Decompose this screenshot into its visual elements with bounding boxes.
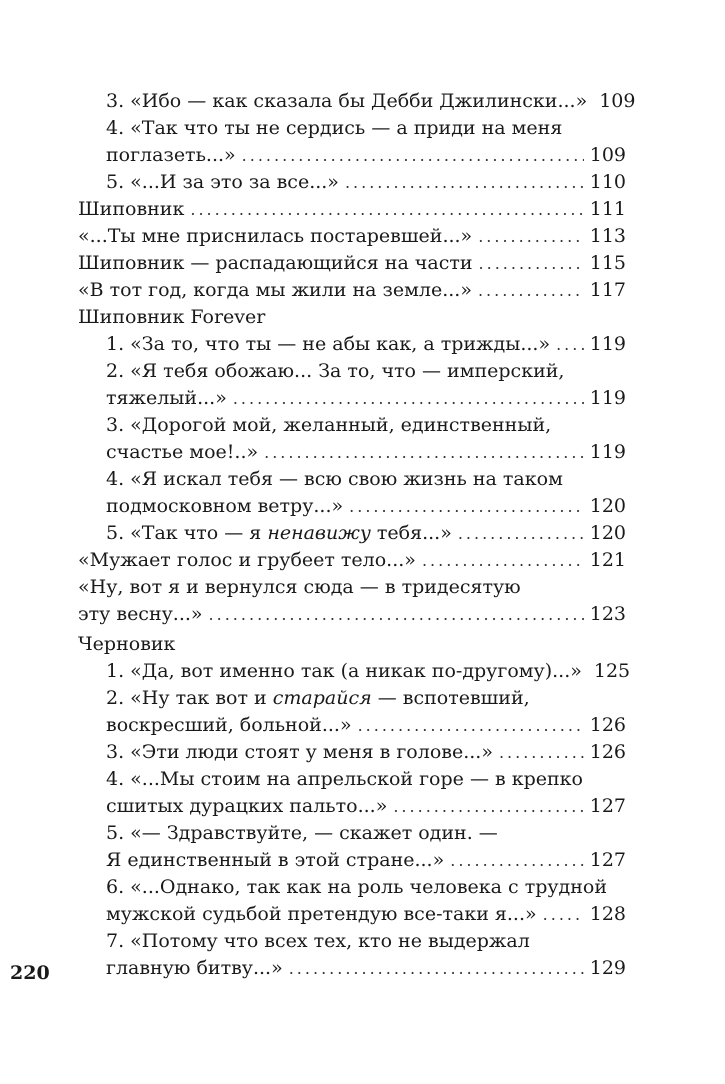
entry-title-part: тебя...»: [370, 522, 452, 544]
entry-title-part: — вспотевший,: [371, 687, 530, 709]
toc-entry: [78, 874, 626, 928]
dot-leader: [345, 169, 584, 196]
entry-title: [106, 520, 452, 547]
page-ref: 119: [589, 441, 626, 463]
entry-title-line: 6. «...Однако, так как на роль человека с трудной: [106, 876, 608, 898]
entry-title: 1. «За то, что ты — не абы как, а трижды...»: [106, 333, 551, 355]
entry-title: Шиповник: [78, 198, 185, 220]
dot-leader: [450, 847, 584, 874]
entry-title-line: эту весну...»: [78, 603, 203, 625]
entry-title-part: 5. «Так что — я: [106, 522, 268, 544]
dot-leader: [478, 277, 584, 304]
toc-entry: [78, 520, 626, 547]
dot-leader: [289, 955, 584, 982]
toc-entry: [78, 250, 626, 277]
page-ref: 120: [589, 522, 626, 544]
toc-entry: [78, 466, 626, 520]
dot-leader: [499, 739, 584, 766]
toc-entry: [78, 169, 626, 196]
dot-leader: [458, 520, 584, 547]
entry-title-line: подмосковном ветру...»: [106, 495, 344, 517]
dot-leader: [556, 331, 584, 358]
page-number: 220: [10, 962, 50, 984]
page-ref: 128: [589, 903, 626, 925]
entry-title: 3. «Ибо — как сказала бы Дебби Джилински...»: [106, 90, 588, 112]
dot-leader: [190, 196, 583, 223]
entry-title-line: «Ну, вот я и вернулся сюда — в тридесятую: [78, 576, 521, 598]
dot-leader: [264, 439, 584, 466]
entry-title-line: 4. «Я искал тебя — всю свою жизнь на таком: [106, 468, 563, 490]
entry-title-part: 2. «Ну так вот и: [106, 687, 273, 709]
toc-entry: [78, 412, 626, 466]
entry-title-line: 4. «...Мы стоим на апрельской горе — в крепко: [106, 768, 583, 790]
toc-entry: [78, 88, 636, 115]
entry-title-line: сшитых дурацких пальто...»: [106, 795, 388, 817]
entry-title-line: мужской судьбой претендую все-таки я...»: [106, 903, 537, 925]
page-ref: 121: [589, 549, 626, 571]
entry-title-line: 7. «Потому что всех тех, кто не выдержал: [106, 930, 530, 952]
section-title: Шиповник Forever: [78, 306, 266, 328]
toc-entry: [78, 358, 626, 412]
entry-title-line: 4. «Так что ты не сердись — а приди на меня: [106, 117, 563, 139]
toc-entry: [78, 739, 626, 766]
entry-title-emphasis: старайся: [272, 687, 372, 709]
entry-title-line: 5. «— Здравствуйте, — скажет один. —: [106, 822, 498, 844]
entry-title: 3. «Эти люди стоят у меня в голове...»: [106, 741, 493, 763]
page-ref: 126: [589, 741, 626, 763]
section-title: Черновик: [78, 633, 176, 655]
dot-leader: [242, 142, 584, 169]
page-ref: 125: [593, 660, 631, 682]
page-ref: 110: [589, 171, 626, 193]
page-ref: 127: [589, 849, 626, 871]
page-ref: 119: [589, 387, 626, 409]
toc-entry: [78, 685, 626, 739]
entry-title: 5. «...И за это за все...»: [106, 171, 339, 193]
toc-entry: [78, 766, 626, 820]
toc-entry: [78, 547, 626, 574]
toc-entry: [78, 115, 626, 169]
page-ref: 115: [589, 252, 626, 274]
entry-title-line: воскресший, больной...»: [106, 714, 352, 736]
toc-entry: [78, 658, 631, 685]
dot-leader: [479, 250, 584, 277]
toc-entry: [78, 928, 626, 982]
page-ref: 111: [589, 198, 626, 220]
toc-section-heading: [78, 631, 626, 658]
page-ref: 129: [589, 957, 626, 979]
page-ref: 113: [589, 225, 626, 247]
toc-entry: [78, 277, 626, 304]
dot-leader: [358, 712, 584, 739]
entry-title: Шиповник — распадающийся на части: [78, 252, 473, 274]
toc-entry: [78, 574, 626, 628]
dot-leader: [393, 793, 583, 820]
entry-title-emphasis: ненавижу: [267, 522, 371, 544]
entry-title: «Мужает голос и грубеет тело...»: [78, 549, 416, 571]
toc-entry: [78, 331, 626, 358]
toc-entry: [78, 223, 626, 250]
entry-title-line: счастье мое!..»: [106, 441, 259, 463]
dot-leader: [422, 547, 584, 574]
dot-leader: [349, 493, 584, 520]
entry-title: 1. «Да, вот именно так (а никак по-другому)...»: [106, 660, 582, 682]
page-ref: 123: [589, 603, 626, 625]
entry-title: «В тот год, когда мы жили на земле...»: [78, 279, 472, 301]
dot-leader: [209, 601, 584, 628]
page-ref: 109: [599, 90, 636, 112]
dot-leader: [478, 223, 584, 250]
entry-title-line: 2. «Я тебя обожаю... За то, что — имперский,: [106, 360, 565, 382]
dot-leader: [543, 901, 584, 928]
page-ref: 126: [589, 714, 626, 736]
table-of-contents: [78, 88, 636, 982]
entry-title-line: тяжелый...»: [106, 387, 227, 409]
page-ref: 119: [589, 333, 626, 355]
entry-title-line: [106, 685, 626, 712]
page-ref: 127: [589, 795, 626, 817]
entry-title: «...Ты мне приснилась постаревшей...»: [78, 225, 473, 247]
entry-title-line: главную битву...»: [106, 957, 283, 979]
entry-title-line: поглазеть...»: [106, 144, 236, 166]
page-ref: 117: [589, 279, 626, 301]
page-ref: 120: [589, 495, 626, 517]
dot-leader: [233, 385, 584, 412]
toc-section-heading: [78, 304, 626, 331]
entry-title-line: 3. «Дорогой мой, желанный, единственный,: [106, 414, 552, 436]
entry-title-line: Я единственный в этой стране...»: [106, 849, 445, 871]
page-ref: 109: [589, 144, 626, 166]
toc-entry: [78, 196, 626, 223]
toc-entry: [78, 820, 626, 874]
